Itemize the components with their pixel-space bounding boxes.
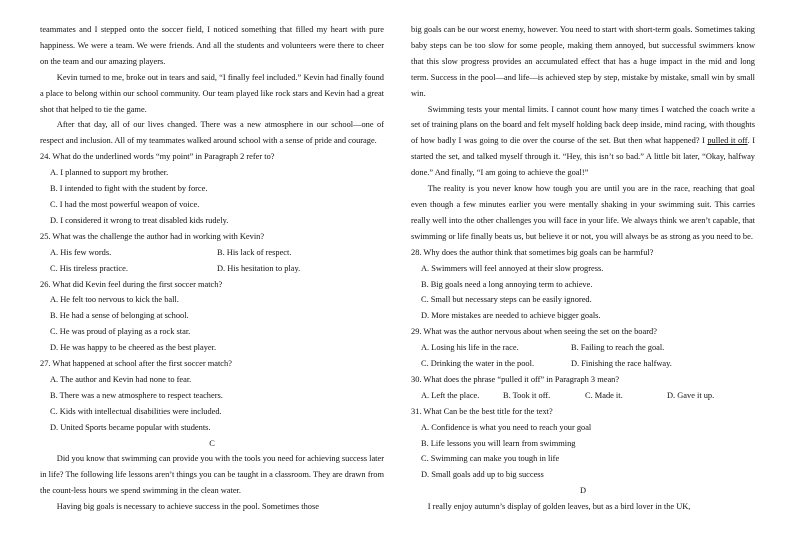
paragraph: I really enjoy autumn’s display of golden leaves, but as a bird lover in the UK, [427, 502, 691, 512]
paragraph: The reality is you never know how tough you are until you are in the race, reaching that goal even though a few minutes earlier you were mentally shaking in your swimming suit. This carries really well into the other challenges you will face in your life. We always think we aren’t capable, that swimming or life finally beats us, but believe it or not, you will always be as strong as you need to be. [411, 184, 755, 241]
question-28: 28. Why does the author think that sometimes big goals can be harmful? [411, 247, 654, 257]
option: C. He was proud of playing as a rock star. [50, 327, 191, 337]
question-25: 25. What was the challenge the author had in working with Kevin? [40, 231, 265, 241]
option: C. His tireless practice. [50, 263, 128, 273]
paragraph-text: Swimming tests your mental limits. I cannot count how many times I watched the coach write a set of training plans on the board and felt myself holding back deep inside, mind racing, with thoughts of how badly I was going to die over the course of the set. But then what happened? I [411, 104, 755, 146]
paragraph: Did you know that swimming can provide you with the tools you need for achieving success later in life? The following life lessons aren’t things you can be taught in a classroom. They are drawn from the count-less hours we spend swimming in the clean water. [40, 454, 384, 496]
option: A. Losing his life in the race. [421, 343, 519, 353]
option: D. More mistakes are needed to achieve bigger goals. [421, 311, 601, 321]
option: D. Gave it up. [667, 390, 715, 400]
option: A. His few words. [50, 247, 112, 257]
option: D. His hesitation to play. [217, 263, 301, 273]
option: B. His lack of respect. [217, 247, 292, 257]
option: D. United Sports became popular with students. [50, 422, 211, 432]
option: A. I planned to support my brother. [50, 168, 169, 178]
option: D. Small goals add up to big success [421, 470, 544, 480]
option: B. Took it off. [503, 390, 551, 400]
question-31: 31. What Can be the best title for the text? [411, 406, 553, 416]
option: A. Left the place. [421, 390, 480, 400]
option: A. Confidence is what you need to reach your goal [421, 422, 592, 432]
option: A. The author and Kevin had none to fear. [50, 374, 192, 384]
paragraph-text: . I started the set, and talked myself through it. “Hey, this isn’t so bad.” A little bit later, “Okay, halfway done.” And finally, “I am going to achieve the goal!” [411, 136, 755, 178]
question-24: 24. What do the underlined words “my point” in Paragraph 2 refer to? [40, 152, 275, 162]
option: C. Small but necessary steps can be easily ignored. [421, 295, 592, 305]
option: B. Big goals need a long annoying term to achieve. [421, 279, 593, 289]
paragraph: After that day, all of our lives changed. There was a new atmosphere in our school—one of respect and inclusion. All of my teammates walked around school with a sense of pride and courage. [40, 120, 384, 146]
option: C. Kids with intellectual disabilities were included. [50, 406, 222, 416]
option: C. Drinking the water in the pool. [421, 359, 535, 369]
option-row [40, 245, 384, 261]
paragraph: teammates and I stepped onto the soccer field, I noticed something that filled my heart with pure happiness. We were a team. We were friends. And all the students and volunteers were there to cheer on the team and our amazing players. [40, 25, 384, 66]
option-row [411, 356, 755, 372]
option-row [40, 261, 384, 277]
section-heading-c: C [209, 438, 215, 448]
option: D. I considered it wrong to treat disabled kids rudely. [50, 215, 229, 225]
paragraph: Having big goals is necessary to achieve success in the pool. Sometimes those [56, 502, 319, 512]
option: A. He felt too nervous to kick the ball. [50, 295, 179, 305]
paragraph [411, 102, 755, 182]
question-27: 27. What happened at school after the first soccer match? [40, 359, 232, 369]
option: C. I had the most powerful weapon of voice. [50, 199, 200, 209]
option-row [411, 340, 755, 356]
option: B. Failing to reach the goal. [571, 343, 665, 353]
underlined-phrase: pulled it off [707, 136, 748, 146]
option: B. Life lessons you will learn from swimming [421, 438, 576, 448]
option: B. He had a sense of belonging at school. [50, 311, 189, 321]
section-heading-d: D [579, 486, 587, 496]
option: D. Finishing the race halfway. [571, 359, 672, 369]
left-column [40, 22, 384, 515]
option: C. Swimming can make you tough in life [421, 454, 560, 464]
question-26: 26. What did Kevin feel during the first soccer match? [40, 279, 223, 289]
question-30: 30. What does the phrase “pulled it off” in Paragraph 3 mean? [411, 374, 620, 384]
option: D. He was happy to be cheered as the best player. [50, 343, 217, 353]
option: B. I intended to fight with the student by force. [50, 184, 208, 194]
option-row [411, 388, 755, 404]
option: B. There was a new atmosphere to respect teachers. [50, 390, 223, 400]
paragraph: big goals can be our worst enemy, however. You need to start with short-term goals. Sometimes taking baby steps can be too slow for some people, making them annoyed, but successful swimmers know that this slow progress provides an accumulated effect that has a huge impact in the mid and long term. Success in the pool—and life—is achieved step by step, mistake by mistake, small win by small win. [411, 25, 755, 98]
question-29: 29. What was the author nervous about when seeing the set on the board? [411, 327, 657, 337]
paragraph: Kevin turned to me, broke out in tears and said, “I finally feel included.” Kevin had finally found a place to belong within our school community. Our team played like rock stars and Kevin had a great shot that helped to tie the game. [40, 72, 384, 114]
right-column [411, 22, 755, 515]
option: C. Made it. [585, 390, 623, 400]
option: A. Swimmers will feel annoyed at their slow progress. [421, 263, 604, 273]
